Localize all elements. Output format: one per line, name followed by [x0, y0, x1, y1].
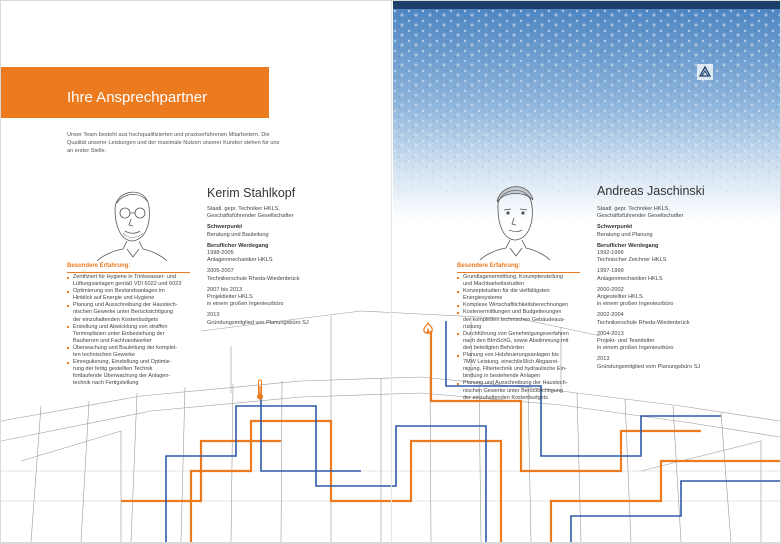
career-role: Gründungsmitglied von Planungsbüro SJ: [207, 319, 309, 326]
career-period: 1992-1996: [597, 250, 624, 257]
list-item: der kompletten technischen Gebäudeaus-: [463, 316, 566, 323]
list-item: der einzuhaltenden Kostenbudgets: [73, 316, 159, 323]
intro-text: Unser Team besteht aus hochqualifizierten und praxiserfahrenen Mitarbeitern. Die Qualität unserer Leistungen und der maximale Nutzen unserer Kunden stehen für uns an erster Stelle.: [67, 132, 280, 154]
list-item: nach den BImSchG, sowie Abstimmung mit: [463, 337, 569, 344]
list-item: Terminplänen unter Einbeziehung der: [73, 330, 165, 337]
list-item: Konzeptstudien für die vielfältigsten: [457, 288, 569, 295]
list-item: Optimierung von Bestandsanlagen im: [67, 288, 181, 295]
list-item: Planung und Ausschreibung der Haustech-: [457, 380, 569, 387]
title-banner: [1, 67, 269, 118]
avatar-andreas-jaschinski: [476, 176, 552, 260]
experience-list: [67, 274, 181, 388]
list-item: Erstellung und Abwicklung von straffen: [67, 324, 181, 331]
flame-icon: [421, 322, 435, 336]
career-role: Angestellter HKLS: [597, 294, 643, 301]
person-name: Kerim Stahlkopf: [207, 186, 296, 200]
list-item: Bauherren und Fachhandwerker: [73, 337, 152, 344]
list-item: ten technischen Gewerke: [73, 352, 136, 359]
page-fold: [391, 1, 392, 542]
person-details: [207, 206, 309, 327]
career-role: in einem großen Ingenieurbüro: [597, 301, 674, 308]
list-item: Komplexe Wirtschaftlichkeitsberechnungen: [457, 302, 569, 309]
person-details: [597, 206, 700, 371]
career-role: in einem großen Ingenieurbüro: [207, 301, 284, 308]
career-role: Technischer Zeichner HKLS: [597, 257, 667, 264]
list-item: rüstung: [463, 323, 482, 330]
divider: [457, 272, 580, 273]
career-role: Gründungsmitglied vom Planungsbüro SJ: [597, 363, 701, 370]
list-item: nischen Gewerke unter Berücksichtigung: [463, 387, 563, 394]
list-item: Einregulierung, Einstellung und Optimie-: [67, 359, 181, 366]
list-item: und Machbarkeitsstudien: [463, 281, 525, 288]
career-period: 2013: [207, 312, 220, 319]
career-heading: Beruflicher Werdegang: [207, 242, 269, 249]
experience-list: [457, 274, 569, 402]
list-item: Zertifiziert für Hygiene in Trinkwasser- und: [67, 274, 181, 281]
career-period: 2007 bis 2013: [207, 286, 243, 293]
career-heading: Beruflicher Werdegang: [597, 242, 659, 249]
list-item: technik nach Fertigstellung: [73, 380, 139, 387]
list-item: 7MW Leistung, einschließlich Abgasrei-: [463, 359, 559, 366]
career-period: 2004-2013: [597, 330, 624, 337]
list-item: Lüftungsanlagen gemäß VDI 6022 und 6023: [73, 281, 182, 288]
career-period: 1997-1999: [597, 268, 624, 275]
career-period: 1998-2005: [207, 250, 234, 257]
list-item: Energiesysteme: [463, 295, 503, 302]
list-item: Grundlagenermittlung, Konzepterstellung: [457, 274, 569, 281]
role-line: Geschäftsführender Gesellschafter: [207, 213, 294, 220]
focus-value: Beratung und Planung: [597, 231, 653, 238]
experience-heading: Besondere Erfahrung:: [67, 263, 131, 269]
divider: [67, 272, 190, 273]
person-name: Andreas Jaschinski: [597, 184, 705, 198]
career-role: Anlagenmechaniker HKLS: [207, 257, 273, 264]
career-period: 2000-2002: [597, 286, 624, 293]
focus-heading: Schwerpunkt: [597, 224, 633, 231]
career-role: Projekt- und Teamleiter: [597, 338, 655, 345]
career-period: 2002-2004: [597, 312, 624, 319]
career-role: Projektleiter HKLS: [207, 294, 253, 301]
focus-heading: Schwerpunkt: [207, 224, 243, 231]
brochure-spread: [1, 1, 780, 542]
list-item: den beteiligten Behörden: [463, 344, 525, 351]
role-line: Staatl. gepr. Techniker HKLS,: [597, 206, 670, 212]
career-period: 2005-2007: [207, 268, 234, 275]
career-role: Technikerschule Rheda-Wiedenbrück: [597, 319, 690, 326]
list-item: nigung, Filtertechnik und hydraulische Ein-: [463, 366, 567, 373]
list-item: rung der fertig gestellten Technik: [73, 366, 153, 373]
list-item: Planung von Holzfeuerungsanlagen bis: [457, 352, 569, 359]
career-role: Anlagenmechaniker HKLS: [597, 275, 663, 282]
list-item: Überwachung und Bauleitung der komplet-: [67, 345, 181, 352]
list-item: bindung in bestehende Anlagen: [463, 373, 541, 380]
career-period: 2013: [597, 356, 610, 363]
career-role: in einem großen Ingenieurbüro: [597, 345, 674, 352]
page-title: Ihre Ansprechpartner: [67, 89, 208, 106]
focus-value: Beratung und Bauleitung: [207, 231, 269, 238]
role-line: Geschäftsführender Gesellschafter: [597, 213, 684, 220]
experience-heading: Besondere Erfahrung:: [457, 263, 521, 269]
list-item: Durchführung von Genehmigungsverfahren: [457, 331, 569, 338]
avatar-kerim-stahlkopf: [93, 179, 169, 261]
list-item: Planung und Ausschreibung der Haustech-: [67, 302, 181, 309]
list-item: Hinblick auf Energie und Hygiene: [73, 295, 155, 302]
list-item: der einzuhaltenden Kostenbudgets: [463, 394, 549, 401]
role-line: Staatl. gepr. Techniker HKLS,: [207, 206, 280, 212]
list-item: fortlaufende Überwachung der Anlagen-: [73, 373, 171, 380]
list-item: Kostenermittlungen und Budgetierungen: [457, 309, 569, 316]
career-role: Technikerschule Rheda-Wiedenbrück: [207, 275, 300, 282]
thermometer-icon: [255, 379, 265, 401]
list-item: nischen Gewerke unter Berücksichtigung: [73, 309, 173, 316]
